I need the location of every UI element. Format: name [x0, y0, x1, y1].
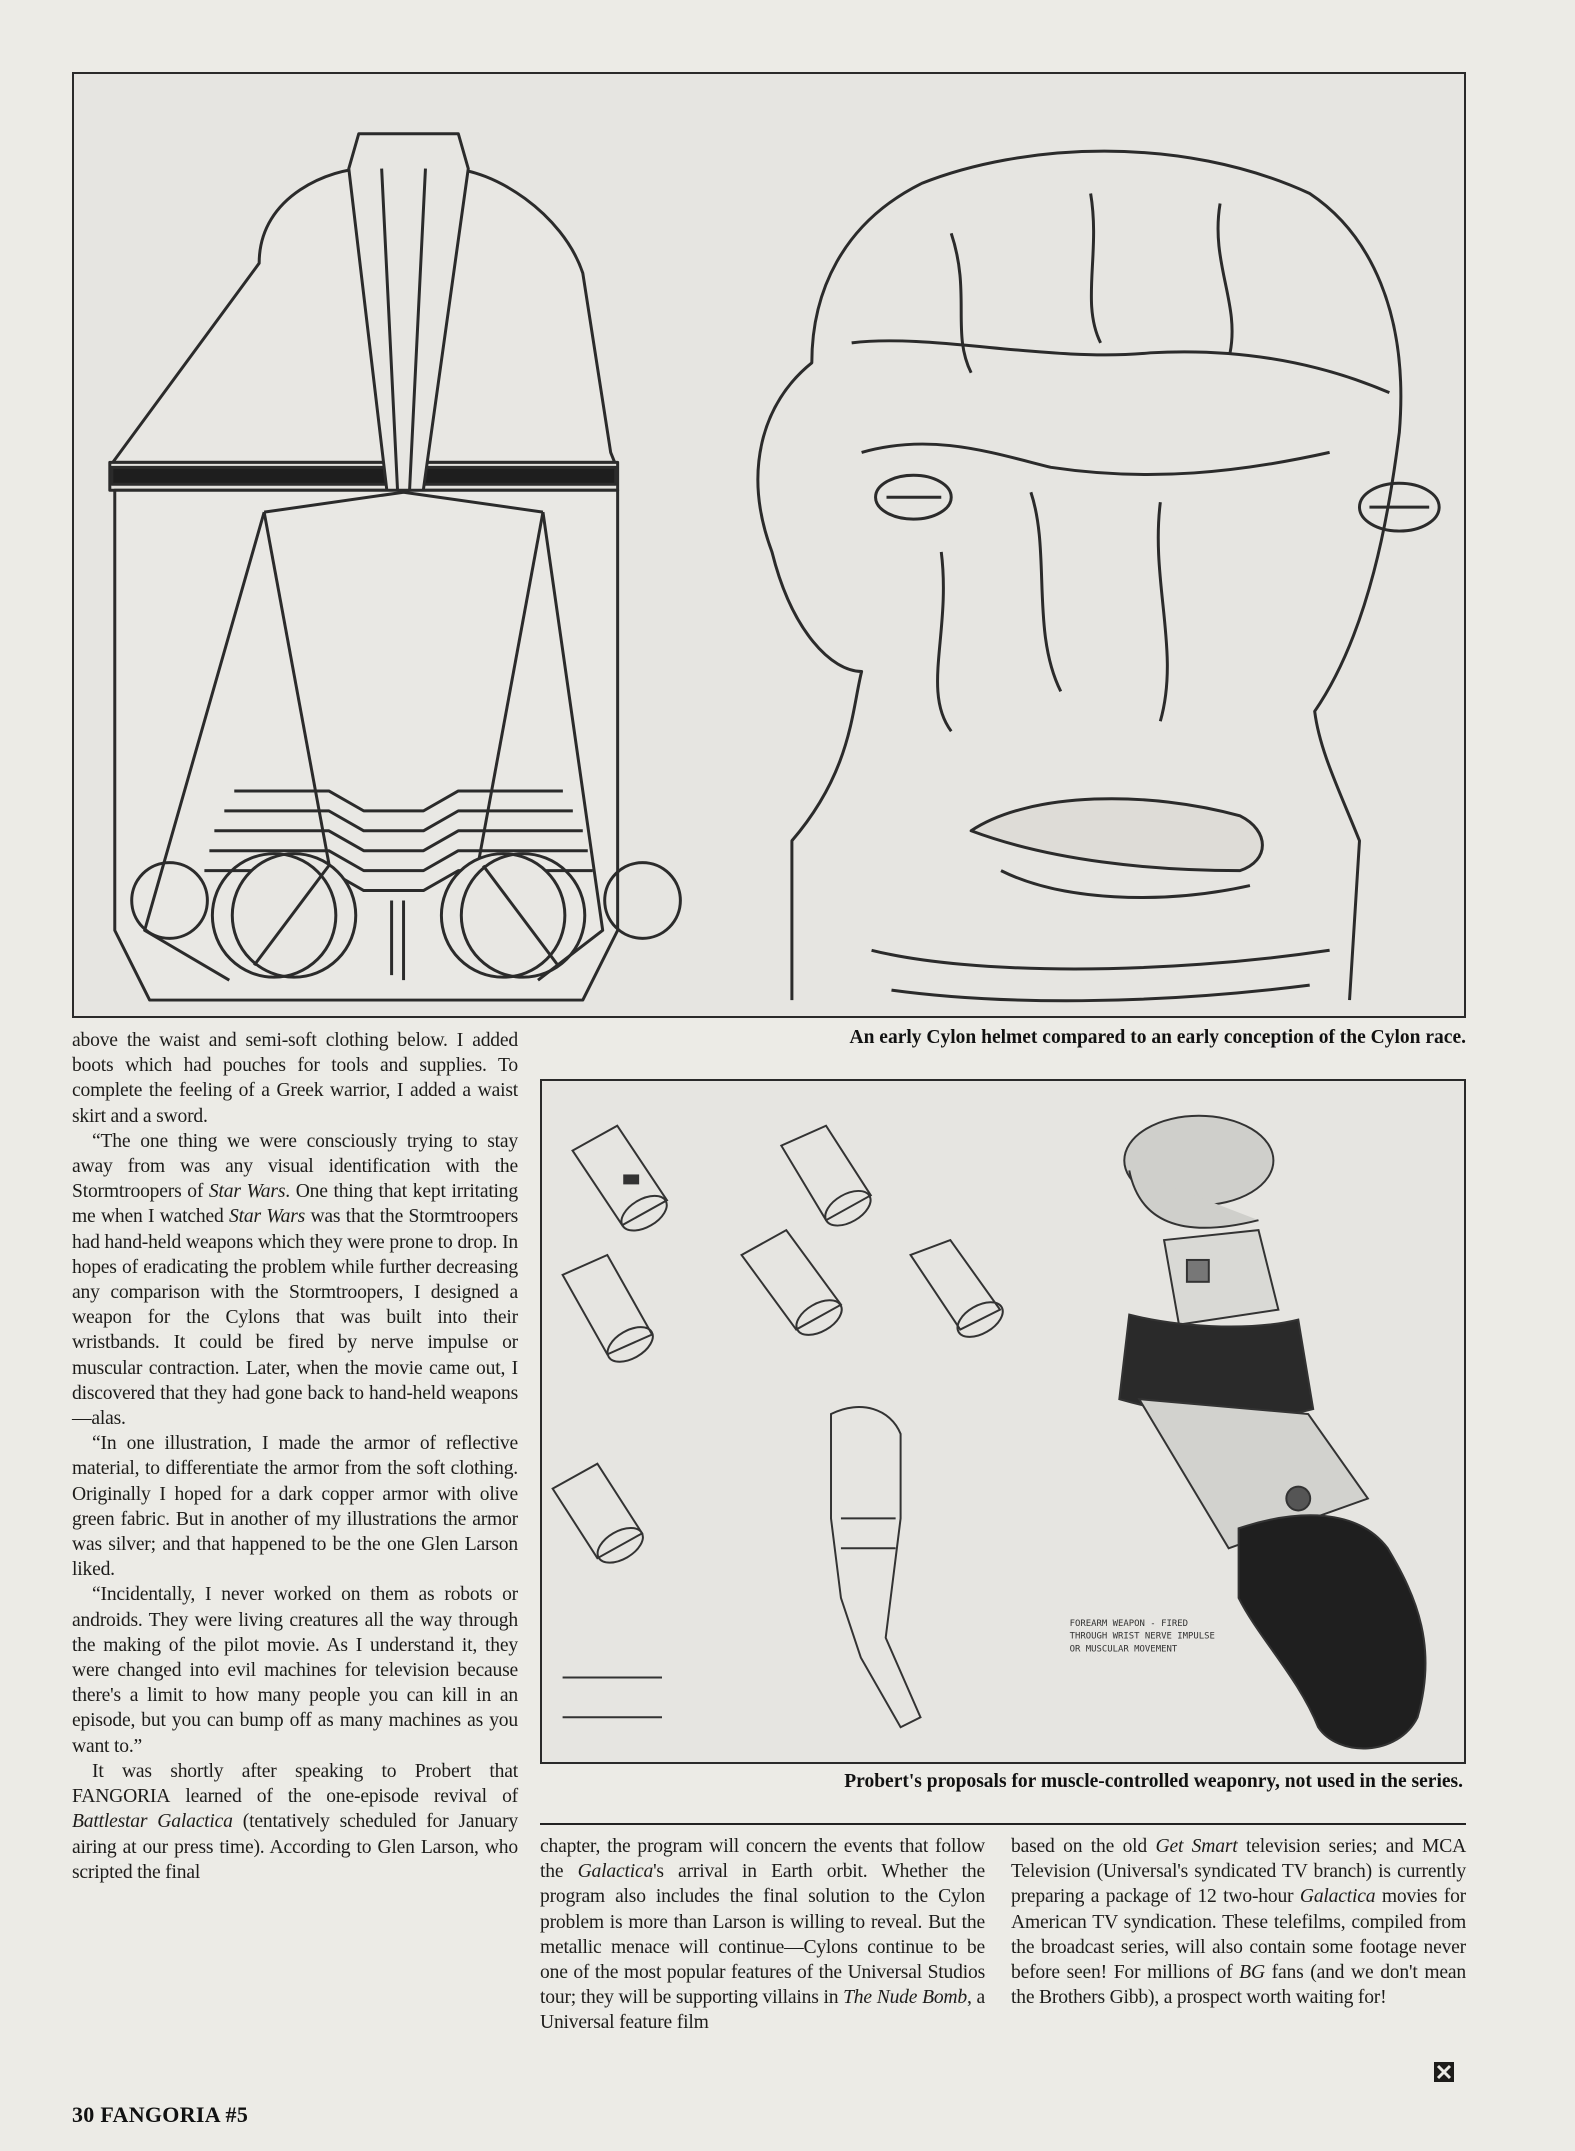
weapon-sketch-tube: [563, 1255, 659, 1369]
article-column-1: [72, 1028, 518, 1885]
helmet-visor-band: [112, 467, 616, 484]
article-column-2: [540, 1834, 985, 2036]
middle-figure-caption: Probert's proposals for muscle-controlled weaponry, not used in the series.: [844, 1771, 1463, 1792]
column-divider-rule: [540, 1823, 1466, 1825]
arm-glove: [1239, 1515, 1426, 1748]
article-column-3: [1011, 1834, 1466, 2010]
paragraph: based on the old Get Smart television series; and MCA Television (Universal's syndicated TV branch) is currently preparing a package of 12 two-hour Galactica movies for American TV syndication. These telefilms, compiled from the broadcast series, will also contain some footage never before seen! For millions of BG fans (and we don't mean the Brothers Gibb), a prospect worth waiting for!: [1011, 1836, 1467, 2009]
paragraph: chapter, the program will concern the events that follow the Galactica's arrival in Earth orbit. Whether the program also includes the final solution to the Cylon problem is more than Larson is willing to reveal. But the metallic menace will continue—Cylons continue to be one of the most popular features of the Universal Studios tour; they will be supporting villains in The Nude Bomb, a Universal feature film: [540, 1836, 985, 2034]
sketch-arm: [831, 1407, 920, 1727]
paragraph: above the waist and semi-soft clothing below. I added boots which had pouches for tools and supplies. To complete the feeling of a Greek warrior, I added a waist skirt and a sword.: [72, 1030, 518, 1127]
alien-mouth: [971, 799, 1262, 871]
weapon-sketch-tube: [742, 1230, 848, 1342]
alien-head-outline: [758, 151, 1401, 1000]
paragraph: “In one illustration, I made the armor of reflective material, to differentiate the armor from the soft clothing. Originally I hoped for a dark copper armor with olive green fabric. But in another of my illustrations the armor was silver; and that happened to be the one Glen Larson liked.: [72, 1433, 518, 1581]
weapon-sketch-tube: [781, 1126, 876, 1233]
weapon-sketch-drawing: [542, 1081, 1464, 1762]
weapon-sketch-tube: [553, 1464, 649, 1570]
weapon-sketch-tube: [573, 1126, 673, 1238]
arm-armor-sleeve: [1164, 1230, 1278, 1324]
sketch-drawing: [74, 74, 1464, 1016]
paragraph: It was shortly after speaking to Probert that FANGORIA learned of the one-episode revival of Battlestar Galactica (tentatively scheduled for January airing at our press time). According to Glen Larson, who scripted the final: [72, 1760, 519, 1883]
sketch-note-line1: FOREARM WEAPON - FIRED: [1069, 1618, 1188, 1629]
end-of-article-icon: [1433, 2061, 1455, 2083]
helmet-vs-alien-illustration: [72, 72, 1466, 1018]
sketch-note-line2: THROUGH WRIST NERVE IMPULSE: [1069, 1631, 1215, 1642]
weapon-sketch-tube: [911, 1240, 1009, 1344]
page-folio: 30 FANGORIA #5: [72, 2102, 249, 2127]
paragraph: “Incidentally, I never worked on them as robots or androids. They were living creatures all the way through the making of the pilot movie. As I understand it, they were changed into evil machines for television because there's a limit to how many people you can kill in an episode, but you can bump off as many machines as you want to.”: [72, 1584, 518, 1757]
paragraph: “The one thing we were consciously trying to stay away from was any visual identification with the Stormtroopers of Star Wars. One thing that kept irritating me when I watched Star Wars was that the Stormtroopers had hand-held weapons which they were prone to drop. In hopes of eradicating the problem while further decreasing any comparison with the Stormtroopers, I designed a weapon for the Cylons that was built into their wristbands. It could be fired by nerve impulse or muscular contraction. Later, when the movie came out, I discovered that they had gone back to hand-held weapons—alas.: [72, 1130, 518, 1430]
top-figure-caption: An early Cylon helmet compared to an early conception of the Cylon race.: [849, 1027, 1466, 1048]
wrist-weapon-illustration: [540, 1079, 1466, 1764]
sketch-note-line3: OR MUSCULAR MOVEMENT: [1069, 1644, 1178, 1655]
